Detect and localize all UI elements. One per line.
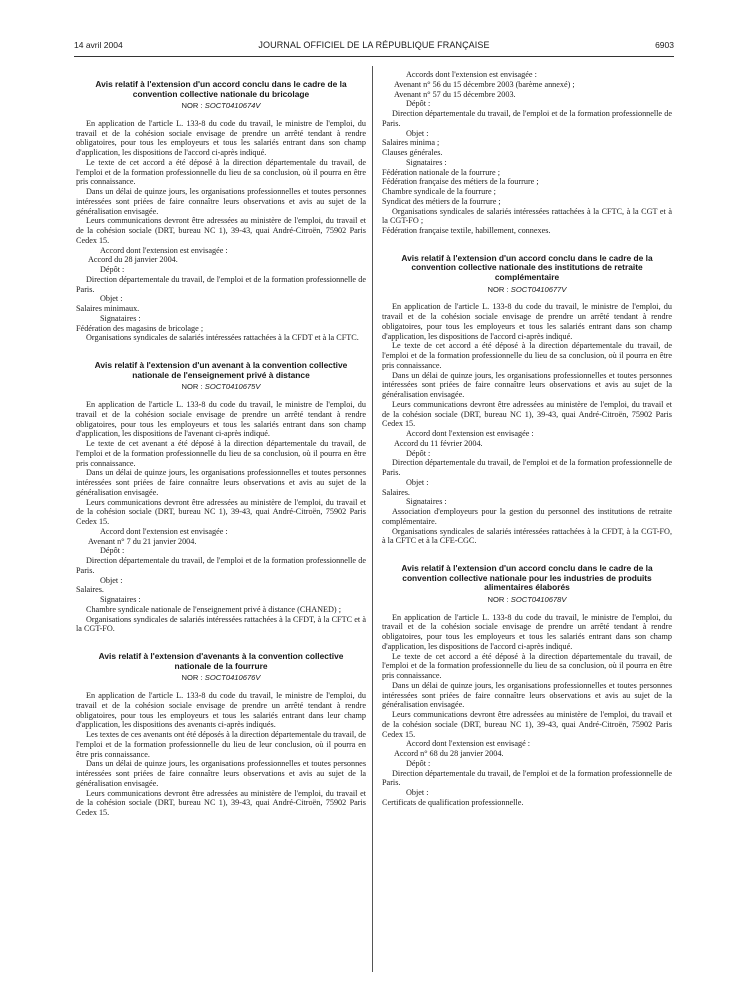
body-paragraph: Leurs communications devront être adressées au ministère de l'emploi, du travail et de la cohésion sociale (DRT, bureau NC 1), 39-43, quai André-Citroën, 75902 Paris Cedex 15.: [382, 710, 672, 739]
field-value: Avenant n° 7 du 21 janvier 2004.: [88, 536, 197, 546]
notice-fourrure-continued: [382, 70, 672, 236]
field-label: Objet :: [100, 575, 123, 585]
notice-enseignement: [76, 361, 366, 634]
field-label: Dépôt :: [406, 448, 431, 458]
body-paragraph: Dans un délai de quinze jours, les organisations professionnelles et toutes personnes intéressées sont priées de faire connaître leurs observations et avis au sujet de la généralisation envisagée.: [76, 759, 366, 788]
signatory: Organisations syndicales de salariés intéressées rattachées à la CFTC, à la CGT et à la CGT-FO ;: [382, 206, 672, 226]
signatory: Fédération française des métiers de la fourrure ;: [382, 177, 539, 187]
field-label: Dépôt :: [100, 265, 125, 275]
field-value: Salaires minima ;: [382, 138, 440, 148]
signatory: Fédération française textile, habillement, connexes.: [382, 226, 551, 235]
body-paragraph: Le texte de cet avenant a été déposé à la direction départementale du travail, de l'emploi et de la formation professionnelle du lieu de sa conclusion, où il pourra en être pris connaissance.: [76, 439, 366, 468]
field-label: Dépôt :: [100, 546, 125, 556]
nor-reference: NOR : SOCT0410676V: [181, 673, 261, 683]
body-paragraph: Le texte de cet accord a été déposé à la direction départementale du travail, de l'emploi et de la formation professionnelle du lieu de sa conclusion, où il pourra en être pris connaissance.: [382, 651, 672, 681]
field-value: Direction départementale du travail, de l'emploi et de la formation professionnelle de Paris.: [382, 768, 672, 788]
field-value: Accord du 11 février 2004.: [394, 438, 483, 448]
body-paragraph: En application de l'article L. 133-8 du code du travail, le ministre de l'emploi, du travail et de la cohésion sociale envisage de prendre un arrêté tendant à rendre obligatoires, pour tous les employeurs et tous les salariés entrant dans leur champ d'application, les dispositions des avenants ci-après indiqués.: [76, 691, 366, 730]
body-paragraph: En application de l'article L. 133-8 du code du travail, le ministre de l'emploi, du travail et de la cohésion sociale envisage de prendre un arrêté tendant à rendre obligatoires, pour tous les employeurs et tous les salariés entrant dans son champ d'application, les dispositions de l'accord ci-après indiqué.: [382, 302, 672, 341]
signatory: Association d'employeurs pour la gestion du personnel des institutions de retraite complémentaire.: [382, 507, 672, 526]
signatory: Organisations syndicales de salariés intéressées rattachées à la CFDT et à la CFTC.: [86, 333, 359, 343]
nor-reference: NOR : SOCT0410675V: [181, 382, 261, 392]
body-paragraph: En application de l'article L. 133-8 du code du travail, le ministre de l'emploi, du travail et de la cohésion sociale envisage de prendre un arrêté tendant à rendre obligatoires, pour tous les employeurs et tous les salariés entrant dans son champ d'application, les dispositions de l'accord ci-après indiqué.: [382, 612, 672, 651]
column-divider: [372, 66, 373, 972]
field-value: Direction départementale du travail, de l'emploi et de la formation professionnelle de Paris.: [382, 458, 672, 478]
body-paragraph: Leurs communications devront être adressées au ministère de l'emploi, du travail et de la cohésion sociale (DRT, bureau NC 1), 39-43, quai André-Citroën, 75902 Paris Cedex 15.: [382, 399, 672, 429]
field-label: Accord dont l'extension est envisagée :: [100, 245, 228, 255]
notice-fourrure: [76, 652, 366, 818]
body-paragraph: Dans un délai de quinze jours, les organisations professionnelles et toutes personnes intéressées sont priées de faire connaître leurs observations et avis au sujet de la généralisation envisagée.: [76, 187, 366, 216]
notice-produits-alimentaires: [382, 564, 672, 808]
body-paragraph: Dans un délai de quinze jours, les organisations professionnelles et toutes personnes intéressées sont priées de faire connaître leurs observations et avis au sujet de la généralisation envisagée.: [76, 468, 366, 497]
field-value: Accord du 28 janvier 2004.: [88, 255, 178, 265]
field-value: Direction départementale du travail, de l'emploi et de la formation professionnelle de Paris.: [76, 274, 366, 294]
body-paragraph: Dans un délai de quinze jours, les organisations professionnelles et toutes personnes intéressées sont priées de faire connaître leurs observations et avis au sujet de la généralisation envisagée.: [382, 370, 672, 400]
field-value: Accord n° 68 du 28 janvier 2004.: [394, 749, 504, 759]
field-label: Dépôt :: [406, 99, 431, 109]
body-paragraph: En application de l'article L. 133-8 du code du travail, le ministre de l'emploi, du travail et de la cohésion sociale envisage de prendre un arrêté tendant à rendre obligatoires, pour tous les employeurs et tous les salariés entrant dans son champ d'application, les dispositions de l'avenant ci-après indiqué.: [76, 400, 366, 439]
field-label: Accord dont l'extension est envisagé :: [406, 739, 531, 749]
notice-retraite: [382, 254, 672, 546]
field-label: Accord dont l'extension est envisagée :: [406, 429, 534, 439]
field-value: Direction départementale du travail, de l'emploi et de la formation professionnelle de Paris.: [382, 109, 672, 128]
issue-date: 14 avril 2004: [74, 40, 123, 50]
field-label: Objet :: [406, 788, 429, 798]
body-paragraph: Le texte de cet accord a été déposé à la direction départementale du travail, de l'emploi et de la formation professionnelle du lieu de sa conclusion, où il pourra en être pris connaissance.: [382, 341, 672, 370]
notice-title: Avis relatif à l'extension d'un avenant à la convention collective nationale de l'enseignement privé à distance: [94, 360, 348, 380]
nor-reference: NOR : SOCT0410677V: [487, 284, 567, 294]
body-paragraph: Les textes de ces avenants ont été déposés à la direction départementale du travail, de l'emploi et de la formation professionnelle du lieu de leur conclusion, où il pourra en être pris connaissance.: [76, 730, 366, 759]
field-label: Accord dont l'extension est envisagée :: [100, 526, 228, 536]
signatory: Fédération des magasins de bricolage ;: [76, 323, 204, 333]
signatory: Organisations syndicales de salariés intéressées rattachées à la CFDT, à la CGT-FO, à la CFTC et à la CFE-CGC.: [382, 526, 672, 546]
field-label: Objet :: [406, 128, 429, 138]
notice-title: Avis relatif à l'extension d'un accord conclu dans le cadre de la convention collective nationale du bricolage: [95, 79, 347, 99]
field-value: Direction départementale du travail, de l'emploi et de la formation professionnelle de Paris.: [76, 556, 366, 575]
left-column: [76, 80, 366, 818]
field-value: Salaires minimaux.: [76, 304, 140, 314]
body-paragraph: Dans un délai de quinze jours, les organisations professionnelles et toutes personnes intéressées sont priées de faire connaître leurs observations et avis au sujet de la généralisation envisagée.: [382, 680, 672, 710]
field-label: Signataires :: [100, 595, 141, 605]
page-header: [74, 40, 674, 54]
notice-title: Avis relatif à l'extension d'un accord conclu dans le cadre de la convention collective nationale pour les industries de produits alimentaires élaborés: [401, 563, 653, 593]
field-value: Certificats de qualification professionnelle.: [382, 797, 524, 807]
notice-bricolage: [76, 80, 366, 343]
field-label: Objet :: [100, 294, 123, 304]
signatory: Fédération nationale de la fourrure ;: [382, 167, 500, 177]
header-rule: [74, 56, 674, 57]
body-paragraph: En application de l'article L. 133-8 du code du travail, le ministre de l'emploi, du travail et de la cohésion sociale envisage de prendre un arrêté tendant à rendre obligatoires, pour tous les employeurs et tous les salariés entrant dans son champ d'application, les dispositions de l'accord ci-après indiqué.: [76, 118, 366, 158]
signatory: Chambre syndicale de la fourrure ;: [382, 187, 496, 196]
notice-title: Avis relatif à l'extension d'avenants à la convention collective nationale de la fourrure: [98, 651, 344, 671]
right-column: [382, 70, 672, 808]
field-label: Dépôt :: [406, 758, 431, 768]
field-value: Salaires.: [382, 487, 410, 497]
field-value: Avenant n° 56 du 15 décembre 2003 (barème annexé) ;: [394, 79, 575, 89]
nor-reference: NOR : SOCT0410674V: [181, 101, 261, 111]
field-label: Signataires :: [406, 157, 447, 167]
field-value: Salaires.: [76, 585, 104, 595]
signatory: Syndicat des métiers de la fourrure ;: [382, 196, 501, 206]
field-value: Avenant n° 57 du 15 décembre 2003.: [394, 89, 516, 99]
field-label: Signataires :: [406, 497, 447, 507]
body-paragraph: Leurs communications devront être adressées au ministère de l'emploi, du travail et de la cohésion sociale (DRT, bureau NC 1), 39-43, quai André-Citroën, 75902 Paris Cedex 15.: [76, 216, 366, 245]
body-paragraph: Leurs communications devront être adressées au ministère de l'emploi, du travail et de la cohésion sociale (DRT, bureau NC 1), 39-43, quai André-Citroën, 75902 Paris Cedex 15.: [76, 788, 366, 818]
nor-reference: NOR : SOCT0410678V: [487, 594, 567, 604]
field-label: Accords dont l'extension est envisagée :: [406, 70, 537, 79]
body-paragraph: Le texte de cet accord a été déposé à la direction départementale du travail, de l'emploi et de la formation professionnelle du lieu de sa conclusion, où il pourra en être pris connaissance.: [76, 157, 366, 187]
page-number: 6903: [655, 40, 674, 50]
field-label: Signataires :: [100, 313, 141, 323]
field-value: Clauses générales.: [382, 148, 443, 157]
journal-title: JOURNAL OFFICIEL DE LA RÉPUBLIQUE FRANÇAISE: [258, 40, 490, 50]
signatory: Chambre syndicale nationale de l'enseignement privé à distance (CHANED) ;: [86, 604, 341, 614]
body-paragraph: Leurs communications devront être adressées au ministère de l'emploi, du travail et de la cohésion sociale (DRT, bureau NC 1), 39-43, quai André-Citroën, 75902 Paris Cedex 15.: [76, 497, 366, 527]
notice-title: Avis relatif à l'extension d'un accord conclu dans le cadre de la convention collective nationale des institutions de retraite complémentaire: [401, 252, 653, 282]
field-label: Objet :: [406, 477, 429, 487]
signatory: Organisations syndicales de salariés intéressées rattachées à la CFDT, à la CFTC et à la CGT-FO.: [76, 614, 366, 634]
